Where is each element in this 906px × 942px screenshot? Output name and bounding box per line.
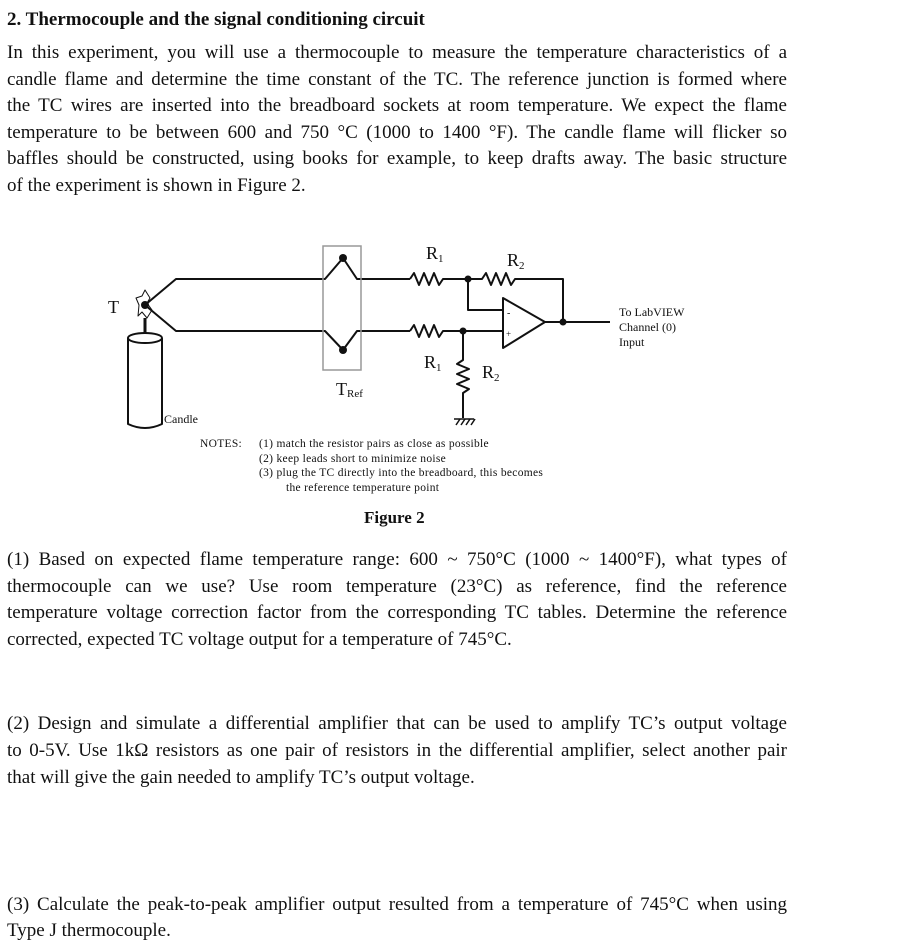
resistor-r2-bottom bbox=[457, 331, 469, 418]
figure-caption: Figure 2 bbox=[364, 508, 425, 527]
label-t: T bbox=[108, 297, 119, 317]
question-1-line: (1) Based on expected flame temperature range: 600 ~ 750°C (1000 ~ 1400°F), what types of bbox=[7, 549, 787, 570]
question-3-line: (3) Calculate the peak-to-peak amplifier output resulted from a temperature of 745°C when using bbox=[7, 894, 787, 915]
note-item: the reference temperature point bbox=[286, 482, 440, 494]
question-3-line: Type J thermocouple. bbox=[7, 920, 171, 941]
output-label: To LabVIEW bbox=[619, 305, 685, 319]
ground-icon bbox=[454, 419, 475, 425]
svg-text:R2: R2 bbox=[482, 362, 500, 384]
note-item: (1) match the resistor pairs as close as possible bbox=[259, 438, 489, 450]
svg-text:R1: R1 bbox=[424, 352, 442, 374]
intro-line: temperature to be between 600 and 750 °C (1000 to 1400 °F). The candle flame will flicker so bbox=[7, 122, 787, 143]
tc-wire-top bbox=[145, 258, 410, 305]
intro-line: the TC wires are inserted into the breadboard sockets at room temperature. We expect the flame bbox=[7, 95, 787, 116]
label-candle: Candle bbox=[164, 412, 198, 426]
intro-line: of the experiment is shown in Figure 2. bbox=[7, 175, 306, 196]
question-2-line: that will give the gain needed to amplify TC’s output voltage. bbox=[7, 767, 475, 788]
tc-wire-bottom bbox=[145, 305, 410, 350]
svg-text:-: - bbox=[507, 308, 511, 319]
svg-text:TRef: TRef bbox=[336, 379, 363, 400]
intro-line: In this experiment, you will use a thermocouple to measure the temperature characteristics of a bbox=[7, 42, 787, 63]
question-2-line: to 0-5V. Use 1kΩ resistors as one pair of resistors in the differential amplifier, select another pair bbox=[7, 740, 787, 761]
candle-body bbox=[128, 338, 162, 428]
question-1-line: temperature voltage correction factor from the corresponding TC tables. Determine the reference bbox=[7, 602, 787, 623]
resistor-r1-top bbox=[410, 273, 468, 285]
svg-text:R1: R1 bbox=[426, 243, 444, 265]
question-1-line: thermocouple can we use? Use room temperature (23°C) as reference, find the reference bbox=[7, 576, 787, 597]
op-amp bbox=[503, 298, 545, 348]
note-item: (2) keep leads short to minimize noise bbox=[259, 453, 447, 465]
notes-label: NOTES: bbox=[200, 438, 243, 450]
svg-text:Channel (0): Channel (0) bbox=[619, 320, 676, 334]
note-item: (3) plug the TC directly into the breadboard, this becomes bbox=[259, 467, 544, 479]
svg-text:+: + bbox=[506, 329, 512, 339]
svg-text:Input: Input bbox=[619, 335, 645, 349]
resistor-r1-bottom bbox=[410, 325, 503, 337]
question-2-line: (2) Design and simulate a differential amplifier that can be used to amplify TC’s output voltage bbox=[7, 713, 787, 734]
candle-top bbox=[128, 333, 162, 343]
svg-text:R2: R2 bbox=[507, 250, 525, 272]
resistor-r2-top bbox=[468, 273, 563, 322]
question-1-line: corrected, expected TC voltage output for a temperature of 745°C. bbox=[7, 629, 512, 650]
intro-line: candle flame and determine the time constant of the TC. The reference junction is formed where bbox=[7, 69, 787, 90]
section-title: 2. Thermocouple and the signal conditioning circuit bbox=[7, 9, 425, 30]
intro-line: baffles should be constructed, using books for example, to keep drafts away. The basic structure bbox=[7, 148, 787, 169]
